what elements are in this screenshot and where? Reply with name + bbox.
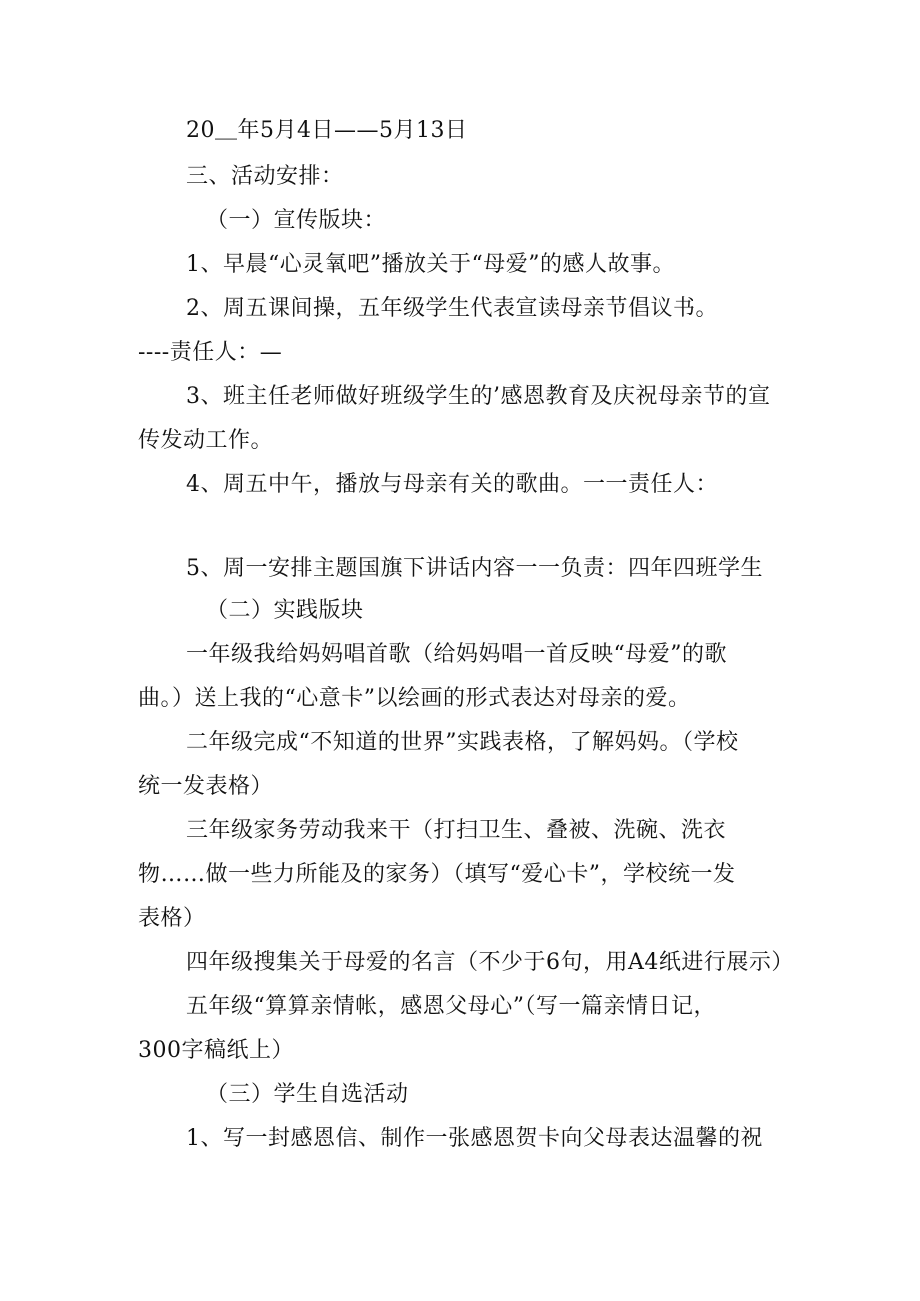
paragraph-line: 1、写一封感恩信、制作一张感恩贺卡向父母表达温馨的祝 (186, 1126, 763, 1151)
paragraph-line: 四年级搜集关于母爱的名言（不少于6句，用A4纸进行展示） (186, 950, 794, 975)
paragraph-line: 一年级我给妈妈唱首歌（给妈妈唱一首反映“母爱”的歌 (186, 642, 727, 667)
paragraph-line: 五年级“算算亲情帐，感恩父母心”（写一篇亲情日记， (186, 994, 716, 1019)
paragraph-line: 统一发表格） (138, 774, 274, 799)
paragraph-line: 4、周五中午，播放与母亲有关的歌曲。一一责任人： (186, 472, 718, 497)
paragraph-line: 1、早晨“心灵氧吧”播放关于“母爱”的感人故事。 (186, 252, 675, 277)
paragraph-line: 曲。）送上我的“心意卡”以绘画的形式表达对母亲的爱。 (138, 686, 691, 711)
subheading-publicity: （一）宣传版块： (206, 208, 387, 233)
paragraph-line: 2、周五课间操，五年级学生代表宣读母亲节倡议书。 (186, 296, 718, 321)
paragraph-line: 5、周一安排主题国旗下讲话内容一一负责：四年四班学生 (186, 556, 763, 581)
paragraph-line: ----责任人：— (138, 340, 283, 365)
section-heading-arrangement: 三、活动安排： (186, 164, 344, 189)
paragraph-line: 表格） (138, 906, 206, 931)
subheading-practice: （二）实践版块 (206, 598, 364, 623)
paragraph-line: 传发动工作。 (138, 428, 274, 453)
paragraph-line: 三年级家务劳动我来干（打扫卫生、叠被、洗碗、洗衣 (186, 818, 727, 843)
paragraph-line: 300字稿纸上） (138, 1038, 294, 1063)
subheading-self-selected: （三）学生自选活动 (206, 1082, 409, 1107)
paragraph-line: 二年级完成“不知道的世界”实践表格，了解妈妈。（学校 (186, 730, 739, 755)
paragraph-line: 物……做一些力所能及的家务）（填写“爱心卡”，学校统一发 (138, 862, 736, 887)
paragraph-line: 3、班主任老师做好班级学生的’感恩教育及庆祝母亲节的宣 (186, 384, 771, 409)
date-range-line: 20＿年5月4日——5月13日 (186, 118, 468, 143)
